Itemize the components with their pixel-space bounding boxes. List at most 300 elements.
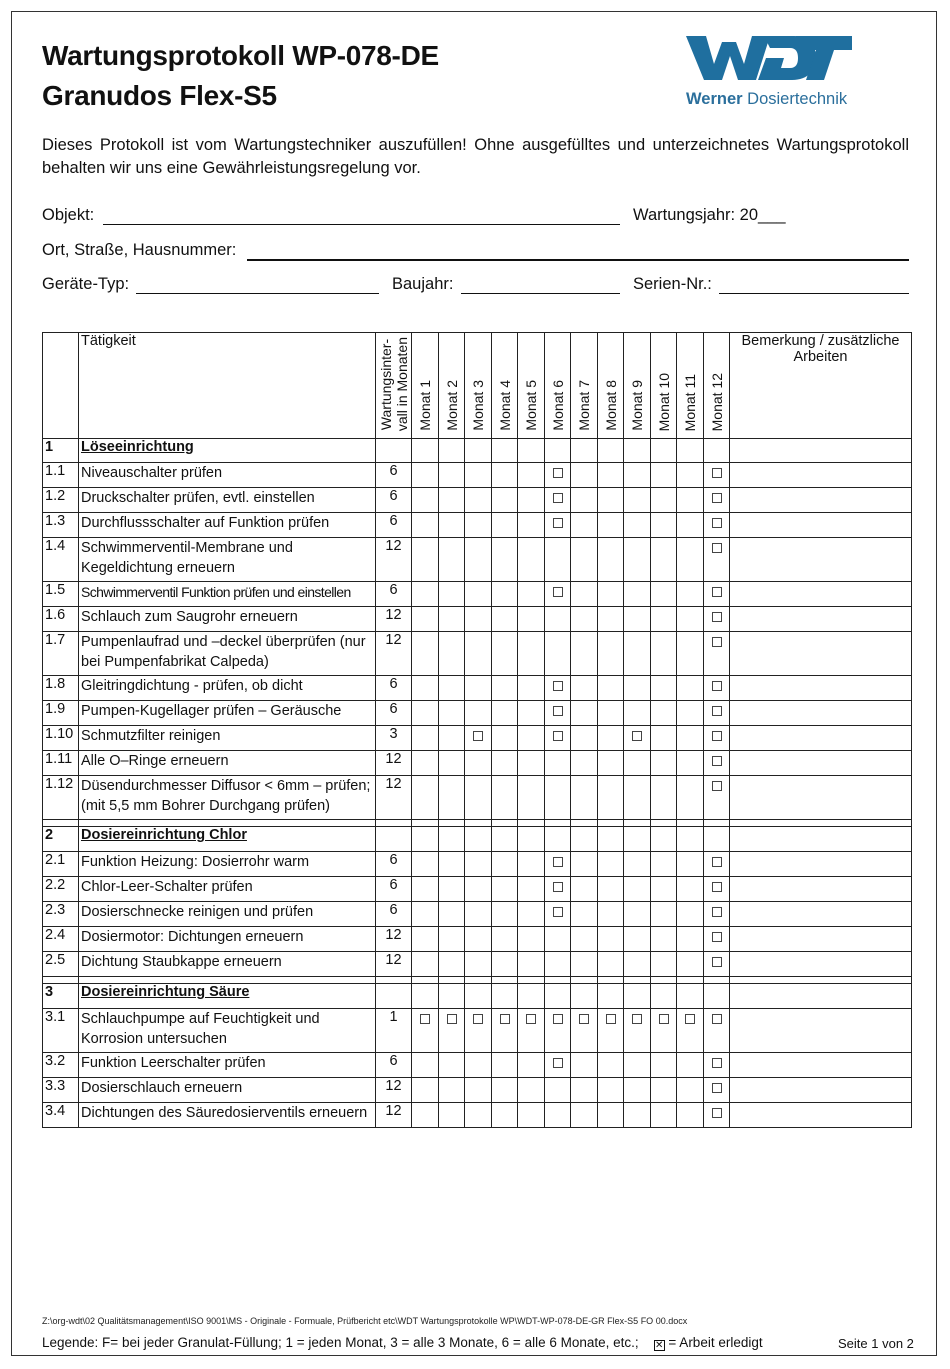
header-month-6 [545,333,571,439]
row-month-11 [677,776,704,820]
row-month-7 [571,676,598,701]
row-month-11 [677,1078,704,1103]
row-month-4 [492,538,518,582]
row-month-12 [704,1103,730,1128]
row-remark[interactable] [730,902,912,927]
row-month-8 [598,676,624,701]
row-remark[interactable] [730,1009,912,1053]
row-month-6 [545,538,571,582]
header-month-label: Monat 9 [629,380,645,431]
row-month-2 [439,538,465,582]
row-remark[interactable] [730,852,912,877]
row-remark[interactable] [730,632,912,676]
checkbox-icon[interactable] [712,781,722,791]
row-month-2 [439,582,465,607]
table-row [43,952,912,977]
table-row [43,538,912,582]
row-interval: 12 [376,776,412,820]
row-month-3 [465,852,492,877]
header-month-label: Monat 12 [708,372,725,431]
row-month-6 [545,676,571,701]
checkbox-icon[interactable] [553,706,563,716]
row-interval: 3 [376,726,412,751]
table-row [43,676,912,701]
row-month-10 [651,538,677,582]
objekt-label: Objekt: [42,206,95,224]
row-month-2 [439,1009,465,1053]
row-month-10 [651,1053,677,1078]
row-month-7 [571,488,598,513]
row-task: Dichtung Staubkappe erneuern [79,952,376,977]
row-month-1 [412,607,439,632]
header-remark-label: Bemerkung / zusätzliche Arbeiten [741,333,900,365]
row-month-10 [651,902,677,927]
row-month-5 [518,582,545,607]
header-month-4 [492,333,518,439]
row-month-11 [677,632,704,676]
row-month-1 [412,513,439,538]
row-month-5 [518,877,545,902]
checkbox-icon[interactable] [685,1014,695,1024]
row-month-4 [492,776,518,820]
checkbox-icon[interactable] [473,1014,483,1024]
row-interval: 6 [376,513,412,538]
checkbox-icon[interactable] [579,1014,589,1024]
row-remark[interactable] [730,676,912,701]
checkbox-icon[interactable] [712,637,722,647]
row-month-3 [465,676,492,701]
row-month-6 [545,1078,571,1103]
row-month-11 [677,676,704,701]
row-month-4 [492,513,518,538]
row-task: Düsendurchmesser Diffusor < 6mm – prüfen; (mit 5,5 mm Bohrer Durchgang prüfen) [79,776,376,820]
seriennr-input-line[interactable] [719,293,909,294]
row-month-10 [651,927,677,952]
header-interval [376,333,412,439]
row-month-4 [492,607,518,632]
checkbox-icon[interactable] [553,1014,563,1024]
row-interval: 6 [376,488,412,513]
checkbox-icon[interactable] [712,706,722,716]
row-month-1 [412,463,439,488]
row-month-7 [571,463,598,488]
row-month-10 [651,1103,677,1128]
checkbox-icon[interactable] [553,907,563,917]
row-month-3 [465,582,492,607]
row-number: 1.3 [43,513,79,538]
title-line-1: Wartungsprotokoll WP-078-DE [42,40,439,71]
checkbox-icon[interactable] [712,468,722,478]
row-month-11 [677,877,704,902]
row-remark[interactable] [730,776,912,820]
row-month-3 [465,751,492,776]
row-month-12 [704,582,730,607]
legend-text: Legende: F= bei jeder Granulat-Füllung; 1 = jeden Monat, 3 = alle 3 Monate, 6 = alle 6 Monate, etc.; [42,1335,639,1350]
row-month-2 [439,513,465,538]
checkbox-icon[interactable] [553,518,563,528]
row-month-11 [677,751,704,776]
row-month-2 [439,488,465,513]
row-remark[interactable] [730,1078,912,1103]
row-month-11 [677,513,704,538]
baujahr-input-line[interactable] [461,293,620,294]
checkbox-icon[interactable] [553,882,563,892]
row-month-4 [492,1053,518,1078]
section-row [43,827,912,852]
row-month-5 [518,1103,545,1128]
row-month-3 [465,902,492,927]
row-month-9 [624,952,651,977]
row-month-7 [571,538,598,582]
checkbox-icon[interactable] [420,1014,430,1024]
row-month-2 [439,701,465,726]
row-interval: 6 [376,463,412,488]
checkbox-icon[interactable] [712,957,722,967]
row-month-1 [412,538,439,582]
row-month-5 [518,676,545,701]
row-month-5 [518,952,545,977]
checkbox-icon[interactable] [712,882,722,892]
row-month-3 [465,488,492,513]
checkbox-icon[interactable] [712,1083,722,1093]
row-month-6 [545,877,571,902]
row-month-4 [492,1078,518,1103]
row-month-8 [598,513,624,538]
row-month-7 [571,726,598,751]
row-month-7 [571,952,598,977]
checkbox-icon[interactable] [553,681,563,691]
header-month-2 [439,333,465,439]
row-month-9 [624,1103,651,1128]
row-task: Pumpen-Kugellager prüfen – Geräusche [79,701,376,726]
row-interval: 6 [376,676,412,701]
row-month-3 [465,927,492,952]
table-row [43,488,912,513]
row-month-6 [545,1053,571,1078]
table-row [43,902,912,927]
row-remark[interactable] [730,538,912,582]
row-month-2 [439,776,465,820]
row-month-6 [545,1009,571,1053]
row-task: Schwimmerventil-Membrane und Kegeldichtung erneuern [79,538,376,582]
checkbox-icon[interactable] [712,1108,722,1118]
row-month-1 [412,1078,439,1103]
checkbox-icon[interactable] [712,756,722,766]
checked-box-icon: ✕ [654,1340,664,1351]
row-month-3 [465,463,492,488]
section-title-cell [79,439,376,463]
section-row [43,439,912,463]
row-remark[interactable] [730,952,912,977]
row-month-5 [518,488,545,513]
row-month-8 [598,877,624,902]
header-month-1 [412,333,439,439]
row-month-11 [677,1053,704,1078]
row-month-3 [465,701,492,726]
checkbox-icon[interactable] [712,731,722,741]
row-month-12 [704,488,730,513]
legend [42,1335,763,1350]
row-month-3 [465,513,492,538]
row-month-9 [624,582,651,607]
row-month-5 [518,513,545,538]
row-month-1 [412,776,439,820]
ort-input-line[interactable] [247,259,909,261]
row-month-9 [624,701,651,726]
row-month-9 [624,852,651,877]
checkbox-icon[interactable] [553,587,563,597]
row-month-5 [518,1053,545,1078]
row-month-3 [465,538,492,582]
row-number: 1.10 [43,726,79,751]
row-month-12 [704,751,730,776]
geraetetyp-input-line[interactable] [136,293,379,294]
table-row [43,513,912,538]
row-month-11 [677,538,704,582]
row-month-11 [677,1009,704,1053]
row-month-10 [651,776,677,820]
row-month-6 [545,902,571,927]
table-row [43,1053,912,1078]
row-remark[interactable] [730,582,912,607]
table-row [43,751,912,776]
row-remark[interactable] [730,751,912,776]
checkbox-icon[interactable] [712,543,722,553]
row-month-8 [598,776,624,820]
title-line-2: Granudos Flex-S5 [42,80,277,111]
header-month-label: Monat 3 [470,380,486,431]
row-month-1 [412,877,439,902]
row-interval: 12 [376,927,412,952]
row-month-6 [545,513,571,538]
row-month-4 [492,463,518,488]
checkbox-icon[interactable] [526,1014,536,1024]
row-month-2 [439,1053,465,1078]
checkbox-icon[interactable] [553,468,563,478]
row-month-12 [704,952,730,977]
row-number: 3.4 [43,1103,79,1128]
row-month-12 [704,701,730,726]
checkbox-icon[interactable] [712,587,722,597]
row-month-8 [598,726,624,751]
row-interval: 6 [376,852,412,877]
checkbox-icon[interactable] [712,1014,722,1024]
row-month-2 [439,877,465,902]
table-row [43,1009,912,1053]
row-remark[interactable] [730,607,912,632]
row-remark[interactable] [730,488,912,513]
checkbox-icon[interactable] [712,907,722,917]
checkbox-icon[interactable] [659,1014,669,1024]
row-month-2 [439,632,465,676]
checkbox-icon[interactable] [473,731,483,741]
row-month-5 [518,1009,545,1053]
row-interval: 12 [376,607,412,632]
row-month-6 [545,852,571,877]
table-row [43,877,912,902]
row-month-5 [518,463,545,488]
row-month-6 [545,927,571,952]
row-month-8 [598,607,624,632]
row-remark[interactable] [730,463,912,488]
row-month-2 [439,902,465,927]
row-month-2 [439,751,465,776]
row-month-12 [704,927,730,952]
row-number: 2.4 [43,927,79,952]
row-month-10 [651,1078,677,1103]
row-month-11 [677,852,704,877]
header-month-label: Monat 2 [443,380,460,431]
row-number: 1.1 [43,463,79,488]
row-task: Dichtungen des Säuredosierventils erneuern [79,1103,376,1128]
checkbox-icon[interactable] [632,1014,642,1024]
row-month-10 [651,701,677,726]
row-month-4 [492,676,518,701]
row-month-7 [571,607,598,632]
wartungsjahr-label[interactable]: Wartungsjahr: 20___ [633,206,786,224]
row-task: Dosierschlauch erneuern [79,1078,376,1103]
row-month-11 [677,952,704,977]
checkbox-icon[interactable] [712,1058,722,1068]
row-month-4 [492,1009,518,1053]
row-month-2 [439,852,465,877]
section-title: Dosiereinrichtung Säure [81,984,250,1000]
row-month-4 [492,701,518,726]
row-number: 1.9 [43,701,79,726]
row-remark[interactable] [730,1103,912,1128]
checkbox-icon[interactable] [500,1014,510,1024]
row-number: 2.3 [43,902,79,927]
row-month-3 [465,776,492,820]
header-month-5 [518,333,545,439]
header-interval-label: Wartungsinter- vall in Monaten [377,336,410,431]
row-month-6 [545,582,571,607]
checkbox-icon[interactable] [712,932,722,942]
header-month-label: Monat 10 [655,372,672,431]
checkbox-icon[interactable] [712,612,722,622]
row-month-7 [571,1053,598,1078]
row-month-9 [624,1078,651,1103]
checkbox-icon[interactable] [712,857,722,867]
row-month-4 [492,1103,518,1128]
baujahr-label: Baujahr: [392,275,454,293]
objekt-input-line[interactable] [103,224,620,225]
checkbox-icon[interactable] [632,731,642,741]
row-month-8 [598,632,624,676]
table-row [43,927,912,952]
row-number: 3.3 [43,1078,79,1103]
row-month-11 [677,607,704,632]
row-month-9 [624,538,651,582]
table-row [43,1078,912,1103]
row-number: 1.12 [43,776,79,820]
checkbox-icon[interactable] [553,857,563,867]
checkbox-icon[interactable] [553,493,563,503]
row-interval: 6 [376,877,412,902]
row-number: 1.4 [43,538,79,582]
row-month-9 [624,513,651,538]
header-month-8 [598,333,624,439]
row-month-9 [624,1009,651,1053]
row-task: Dosiermotor: Dichtungen erneuern [79,927,376,952]
checkbox-icon[interactable] [553,731,563,741]
checkbox-icon[interactable] [712,681,722,691]
row-month-11 [677,463,704,488]
checkbox-icon[interactable] [712,493,722,503]
row-month-9 [624,488,651,513]
row-month-1 [412,701,439,726]
row-month-3 [465,1009,492,1053]
row-month-8 [598,488,624,513]
row-month-11 [677,726,704,751]
row-number: 1.7 [43,632,79,676]
row-remark[interactable] [730,1053,912,1078]
section-number: 3 [43,984,79,1009]
row-task: Chlor-Leer-Schalter prüfen [79,877,376,902]
row-task: Niveauschalter prüfen [79,463,376,488]
header-month-label: Monat 7 [576,380,592,431]
row-month-6 [545,1103,571,1128]
row-interval: 12 [376,632,412,676]
row-interval: 12 [376,538,412,582]
row-month-5 [518,632,545,676]
row-remark[interactable] [730,701,912,726]
row-remark[interactable] [730,513,912,538]
row-task: Funktion Heizung: Dosierrohr warm [79,852,376,877]
row-month-1 [412,726,439,751]
row-remark[interactable] [730,877,912,902]
header-month-9 [624,333,651,439]
row-month-3 [465,1078,492,1103]
row-number: 3.2 [43,1053,79,1078]
row-remark[interactable] [730,726,912,751]
row-month-2 [439,726,465,751]
row-month-10 [651,488,677,513]
row-month-11 [677,902,704,927]
page-number: Seite 1 von 2 [838,1336,914,1351]
row-interval: 12 [376,751,412,776]
row-month-7 [571,1103,598,1128]
maintenance-table [42,332,912,1128]
row-month-10 [651,1009,677,1053]
row-month-4 [492,488,518,513]
row-month-4 [492,632,518,676]
row-month-10 [651,726,677,751]
row-number: 1.11 [43,751,79,776]
checkbox-icon[interactable] [447,1014,457,1024]
row-month-10 [651,952,677,977]
row-month-3 [465,607,492,632]
row-month-12 [704,1078,730,1103]
row-month-9 [624,632,651,676]
row-month-1 [412,852,439,877]
legend-done-text: = Arbeit erledigt [668,1335,763,1350]
row-task: Druckschalter prüfen, evtl. einstellen [79,488,376,513]
table-header-row [43,333,912,439]
row-month-5 [518,538,545,582]
checkbox-icon[interactable] [712,518,722,528]
header-month-label: Monat 1 [417,380,433,431]
checkbox-icon[interactable] [606,1014,616,1024]
checkbox-icon[interactable] [553,1058,563,1068]
row-number: 1.6 [43,607,79,632]
row-month-8 [598,927,624,952]
row-month-6 [545,726,571,751]
row-remark[interactable] [730,927,912,952]
row-month-7 [571,776,598,820]
row-number: 1.5 [43,582,79,607]
row-month-2 [439,676,465,701]
